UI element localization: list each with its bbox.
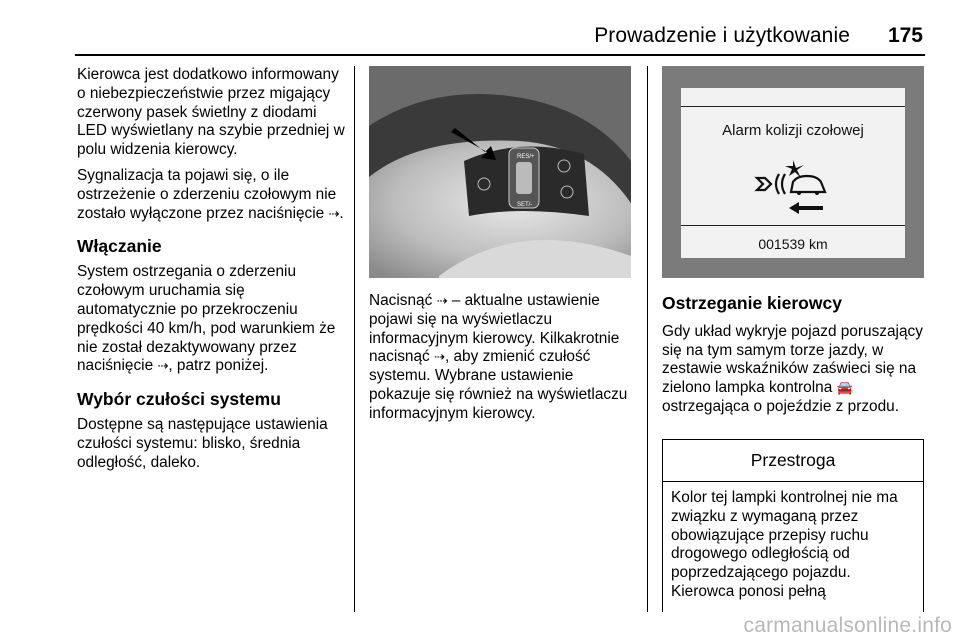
paragraph-press-a: Nacisnąć [369,292,433,309]
watermark: carmanualsonline.info [743,614,952,637]
paragraph-driver-info: Kierowca jest dodatkowo informowany o niebezpieczeństwie przez migający czerwony pasek świetlny z diodami LED wyświetlany na szybie przedniej w polu widzenia kierowcy. [77,66,345,159]
column-divider [354,66,355,612]
vehicle-ahead-icon: 🚘 [836,380,853,396]
set-button-label: SET/- [517,202,533,208]
sensitivity-button-icon: ⇢ [157,358,169,374]
display-figure [662,66,924,278]
heading-enable: Włączanie [77,236,162,257]
heading-sensitivity: Wybór czułości systemu [77,389,281,410]
column-2-text [369,292,633,424]
caution-body: Kolor tej lampki kontrolnej nie ma związku z wymaganą przez obowiązujące przepisy ruchu drogowego odległością od poprzedzającego pojazdu. Kierowca ponosi pełną [671,489,898,600]
sensitivity-button-icon: ⇢ [434,349,445,365]
steering-wheel-illustration [369,66,631,278]
driver-info-display [681,88,905,258]
page-header [0,0,960,56]
display-rule [681,225,905,226]
paragraph-enable-end: , patrz poniżej. [168,357,269,375]
column-divider [647,66,648,612]
paragraph-signal-end: . [339,204,344,222]
paragraph-warning [662,323,926,417]
paragraph-warning-b: ostrzegająca o pojeździe z przodu. [662,397,899,415]
header-rule [75,54,925,56]
paragraph-press [369,292,633,424]
caution-box [662,439,924,612]
paragraph-warning-a: Gdy układ wykryje pojazd poruszający się na tym samym torze jazdy, w zestawie wskaźników zaświeci się na zielono lampka kontrolna [662,322,923,397]
paragraph-sensitivity: Dostępne są następujące ustawienia czułości systemu: blisko, średnia odległość, daleko. [77,416,328,471]
paragraph-enable [77,263,345,376]
column-1 [77,66,345,480]
collision-alert-icon [751,152,841,220]
paragraph-signal [77,167,345,223]
heading-warning: Ostrzeganie kierowcy [662,293,842,313]
paragraph-press-c: , aby zmienić czułość systemu. Wybrane ustawienie pokazuje się również na wyświetlaczu informacyjnym kierowcy. [369,348,628,422]
paragraph-press-b: – aktualne ustawienie pojawi się na wyświetlaczu informacyjnym kierowcy. Kilkakrotnie nacisnąć [369,292,620,366]
odometer-reading: 001539 km [758,236,828,252]
page-number: 175 [887,24,923,47]
steering-wheel-figure [369,66,631,278]
header-title: Prowadzenie i użytkowanie [594,24,850,47]
sensitivity-button-icon: ⇢ [328,205,340,221]
res-button-label: RES/+ [517,154,535,160]
caution-heading: Przestroga [663,440,923,482]
paragraph-signal-text: Sygnalizacja ta pojawi się, o ile ostrzeżenie o zderzeniu czołowym nie zostało wyłączone przez naciśnięcie [77,166,337,222]
display-rule [681,106,905,107]
column-3-text [662,294,926,417]
display-title: Alarm kolizji czołowej [722,122,864,139]
sensitivity-button-icon: ⇢ [436,293,448,308]
paragraph-enable-text: System ostrzegania o zderzeniu czołowym uruchamia się automatycznie po przekroczeniu prędkości 40 km/h, pod warunkiem że nie został dezaktywowany przez naciśnięcie [77,263,336,375]
